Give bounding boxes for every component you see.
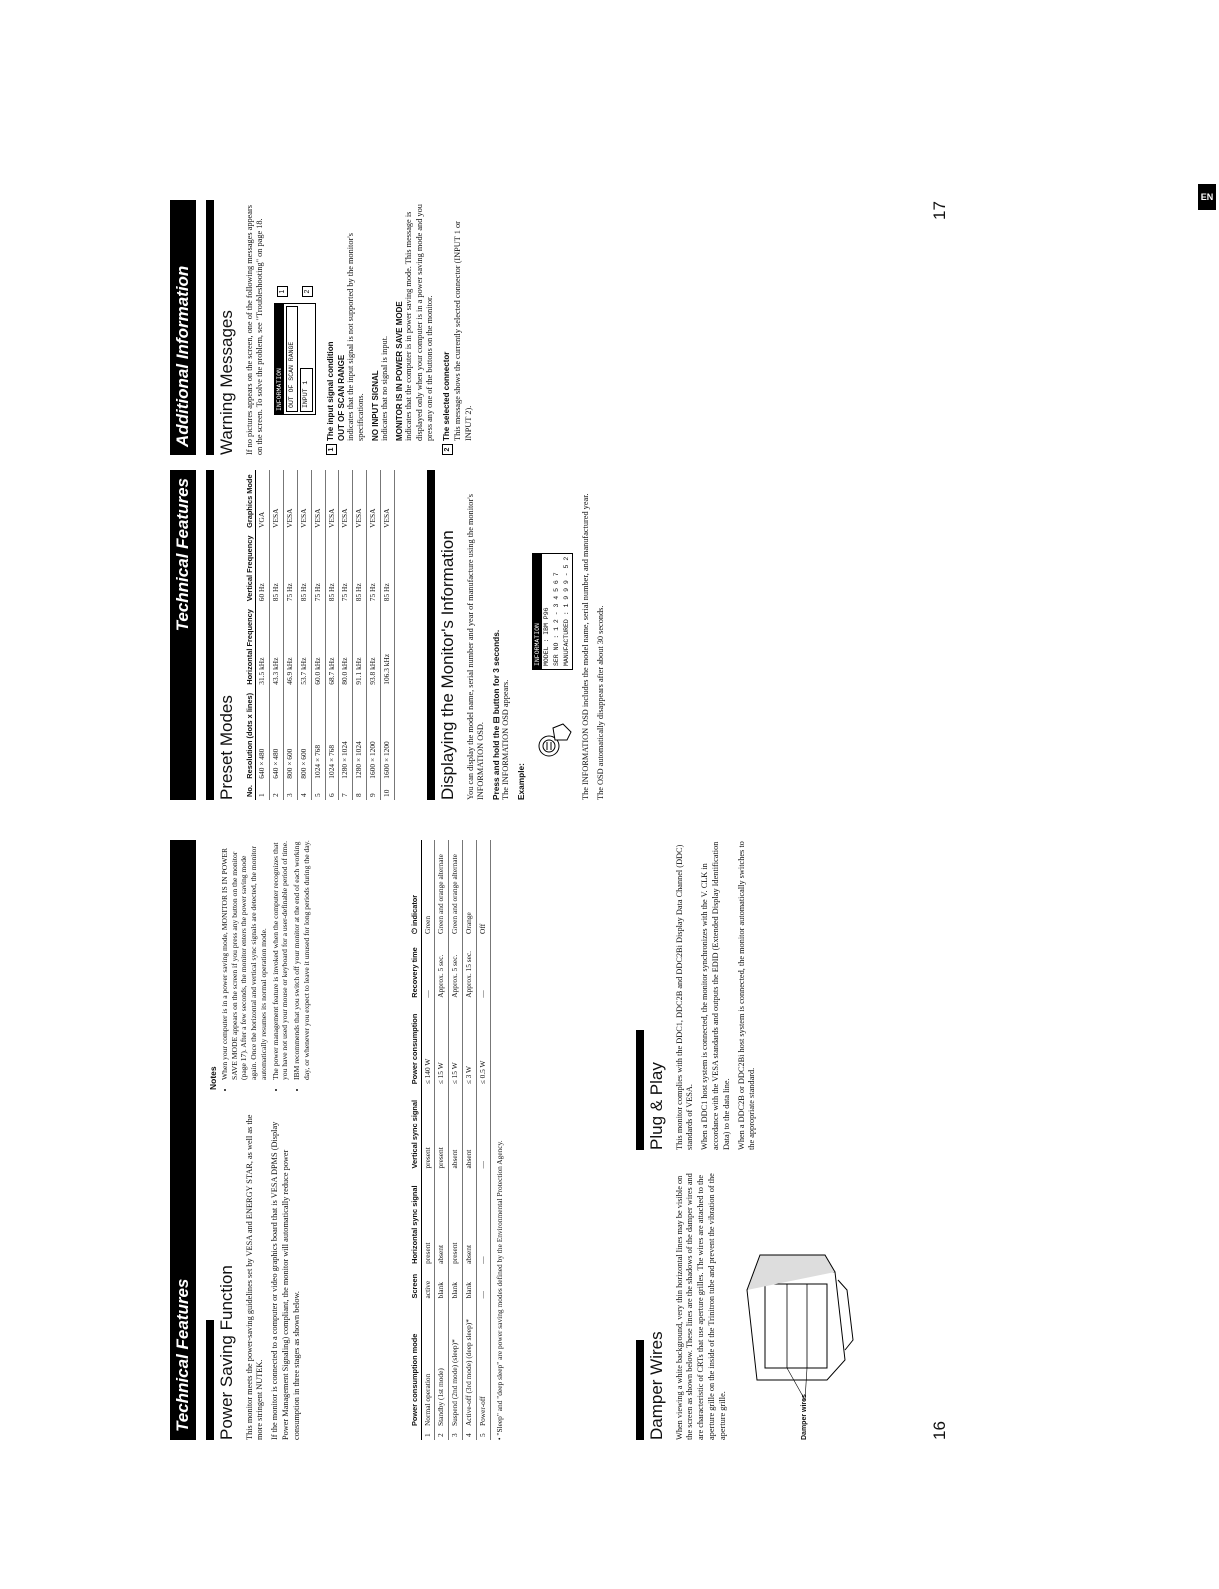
damper-title: Damper Wires: [647, 1331, 666, 1440]
table-cell: 8: [353, 782, 367, 800]
table-cell: 85 Hz: [353, 531, 367, 604]
table-cell: active: [421, 1267, 435, 1302]
callout-number: 1: [277, 286, 288, 297]
column-header: Power consumption mode: [410, 1301, 421, 1429]
table-cell: Green: [421, 840, 435, 937]
plug-play-para-1: This monitor complies with the DDC1, DDC2B and DDC2Bi Display Data Channel (DDC) standards of VESA.: [674, 844, 695, 1150]
table-row: [283, 470, 297, 800]
table-cell: VESA: [381, 470, 395, 531]
osd-message: OUT OF SCAN RANGE: [286, 306, 298, 412]
table-cell: Suspend (2nd mode) (sleep)*: [449, 1301, 463, 1429]
table-cell: 1280 × 1024: [353, 688, 367, 782]
item-number: 2: [442, 444, 453, 455]
example-figure: [532, 470, 573, 760]
preset-modes-title: Preset Modes: [217, 695, 236, 800]
column-header: [410, 1429, 421, 1440]
table-cell: 3: [283, 782, 297, 800]
column-header: Power consumption: [410, 1001, 421, 1088]
table-row: [477, 840, 491, 1440]
table-cell: 4: [463, 1429, 477, 1440]
column-header: Horizontal Frequency: [245, 604, 256, 687]
table-cell: 93.8 kHz: [367, 604, 381, 687]
table-cell: 1: [421, 1429, 435, 1440]
item1-title: The input signal condition: [325, 341, 335, 441]
table-cell: VESA: [311, 470, 325, 531]
note-item: • IBM recommends that you switch off your monitor at the end of each working day, or whenever you expect to leave it unused for long periods during the day.: [292, 840, 311, 1080]
section-rule: [427, 470, 435, 800]
notes-heading: Notes: [208, 1066, 218, 1090]
table-cell: —: [421, 937, 435, 1001]
item1-heading: [326, 200, 337, 455]
column-header: Recovery time: [410, 937, 421, 1001]
table-cell: 91.1 kHz: [353, 604, 367, 687]
table-cell: 1024 × 768: [325, 688, 339, 782]
page-17: [160, 200, 960, 800]
item2-heading: [442, 200, 453, 455]
column-header: No.: [245, 782, 256, 800]
plug-play-para-2: When a DDC1 host system is connected, the monitor synchronizes with the V. CLK in accordance with the VESA standards and outputs the EDID (Extended Display Identification Data) to the data line.: [700, 841, 731, 1150]
table-cell: 9: [367, 782, 381, 800]
table-cell: 1600 × 1200: [367, 688, 381, 782]
table-cell: 75 Hz: [283, 531, 297, 604]
entry-head: MONITOR IS IN POWER SAVE MODE: [394, 301, 404, 441]
table-cell: Green and orange alternate: [449, 840, 463, 937]
callout-number: 2: [302, 286, 313, 297]
table-cell: Standby (1st mode): [435, 1301, 449, 1429]
preset-modes-section: [206, 470, 611, 800]
item-number: 1: [326, 444, 337, 455]
table-cell: 75 Hz: [339, 531, 353, 604]
table-cell: 60.0 kHz: [311, 604, 325, 687]
table-cell: ≤ 15 W: [435, 1001, 449, 1088]
section-header: Technical Features: [170, 840, 196, 1440]
table-cell: 5: [477, 1429, 491, 1440]
table-cell: Active-off (3rd mode) (deep sleep)*: [463, 1301, 477, 1429]
table-cell: Approx. 5 sec.: [449, 937, 463, 1001]
table-row: [297, 470, 311, 800]
item1-entries: [337, 200, 437, 455]
page-16: [160, 840, 960, 1440]
column-header: Vertical sync signal: [410, 1087, 421, 1171]
crt-monitor-illustration: [735, 1240, 855, 1440]
table-cell: Power-off: [477, 1301, 491, 1429]
column-header: Vertical Frequency: [245, 531, 256, 604]
table-cell: blank: [435, 1267, 449, 1302]
table-cell: —: [477, 1267, 491, 1302]
damper-figure: [735, 1170, 855, 1440]
table-cell: present: [435, 1087, 449, 1171]
table-cell: ≤ 0.5 W: [477, 1001, 491, 1088]
table-cell: absent: [449, 1087, 463, 1171]
table-cell: ≤ 3 W: [463, 1001, 477, 1088]
table-row: [353, 470, 367, 800]
plug-play-section: [630, 840, 762, 1150]
table-cell: 43.3 kHz: [270, 604, 284, 687]
osd-line: MANUFACTURED : 1 9 9 9 - 5 2: [563, 556, 571, 666]
language-tab-en: EN: [1198, 184, 1216, 210]
table-cell: 800 × 600: [297, 688, 311, 782]
table-cell: —: [477, 1172, 491, 1267]
plug-play-title: Plug & Play: [647, 1062, 666, 1150]
table-cell: 85 Hz: [270, 531, 284, 604]
table-cell: blank: [463, 1267, 477, 1302]
table-cell: 85 Hz: [325, 531, 339, 604]
section-rule: [206, 200, 214, 455]
power-saving-para-1: This monitor meets the power-saving guidelines set by VESA and ENERGY STAR, as well as the more stringent NUTEK.: [244, 1114, 265, 1440]
table-cell: VESA: [353, 470, 367, 531]
table-row: [421, 840, 435, 1440]
display-info-intro: You can display the model name, serial number and year of manufacture using the monitor's INFORMATION OSD.: [465, 494, 486, 800]
example-label: Example:: [515, 763, 526, 800]
table-cell: blank: [449, 1267, 463, 1302]
table-cell: VESA: [270, 470, 284, 531]
display-info-title: Displaying the Monitor's Information: [437, 530, 457, 800]
table-header-row: [410, 840, 421, 1440]
rotated-spread: [160, 200, 960, 1440]
column-header: Horizontal sync signal: [410, 1172, 421, 1267]
table-row: [339, 470, 353, 800]
section-header: Additional Information: [170, 200, 196, 455]
table-cell: Approx. 5 sec.: [435, 937, 449, 1001]
table-cell: 800 × 600: [283, 688, 297, 782]
table-cell: 75 Hz: [367, 531, 381, 604]
table-cell: 31.5 kHz: [256, 604, 270, 687]
table-cell: present: [421, 1172, 435, 1267]
column-header: ⏻ indicator: [410, 840, 421, 937]
table-cell: 68.7 kHz: [325, 604, 339, 687]
damper-figure-label: Damper wires: [800, 1394, 808, 1440]
table-cell: 1024 × 768: [311, 688, 325, 782]
table-cell: —: [477, 1087, 491, 1171]
table-header-row: [245, 470, 256, 800]
table-row: [367, 470, 381, 800]
note-item: • When your computer is in a power saving mode, MONITOR IS IN POWER SAVE MODE appears on the screen if you press any button on the monitor (page 17). After a few seconds, the monitor enters the power saving mode again. Once the horizontal and vertical sync signals are detected, the monitor automatically resumes its normal operation mode.: [220, 840, 269, 1080]
table-cell: absent: [435, 1172, 449, 1267]
table-cell: 75 Hz: [311, 531, 325, 604]
display-info-after: The INFORMATION OSD includes the model name, serial number, and manufactured year.: [581, 493, 591, 800]
osd-title: INFORMATION: [275, 304, 284, 414]
section-header: Technical Features: [170, 470, 196, 800]
display-info-disappear: The OSD automatically disappears after about 30 seconds.: [596, 605, 606, 800]
table-cell: 85 Hz: [297, 531, 311, 604]
table-cell: present: [421, 1087, 435, 1171]
menu-button-press-icon: [533, 720, 573, 760]
table-cell: VESA: [339, 470, 353, 531]
notes-block: [206, 840, 313, 1090]
table-cell: 1: [256, 782, 270, 800]
table-cell: 60 Hz: [256, 531, 270, 604]
table-cell: Approx. 15 sec.: [463, 937, 477, 1001]
table-footnote: • "Sleep" and "deep sleep" are power saving modes defined by the Environmental Protection Agency.: [494, 1140, 504, 1440]
power-saving-title: Power Saving Function: [217, 1265, 236, 1440]
table-row: [325, 470, 339, 800]
table-cell: 7: [339, 782, 353, 800]
table-cell: VESA: [367, 470, 381, 531]
entry-head: NO INPUT SIGNAL: [371, 370, 381, 441]
column-header: Resolution (dots x lines): [245, 688, 256, 782]
preset-modes-table: [245, 470, 395, 800]
table-cell: 53.7 kHz: [297, 604, 311, 687]
warning-osd: [274, 303, 315, 415]
display-info-result: The INFORMATION OSD appears.: [501, 679, 511, 800]
table-cell: 6: [325, 782, 339, 800]
table-cell: 1280 × 1024: [339, 688, 353, 782]
table-cell: Orange: [463, 840, 477, 937]
warning-section: [206, 200, 479, 455]
osd-title: INFORMATION: [533, 554, 542, 669]
table-cell: absent: [463, 1172, 477, 1267]
column-header: Screen: [410, 1267, 421, 1302]
section-rule: [206, 470, 214, 800]
warning-title: Warning Messages: [217, 310, 236, 455]
table-row: [270, 470, 284, 800]
information-osd: [532, 553, 573, 670]
damper-text: When viewing a white background, very thin horizontal lines may be visible on the screen as shown below. These lines are the shadows of the damper wires and are characteristic of CRTs that use aperture grilles. The wires are attached to the aperture grille on the inside of the Trinitron tube and prevent the vibration of the aperture grille.: [674, 1173, 727, 1440]
warning-osd-figure: [274, 200, 315, 415]
power-saving-para-2: If the monitor is connected to a computer or video graphics board that is VESA DPMS (Display Power Management Signaling) compliant, the monitor will automatically reduce power consumption in three stages as shown below.: [270, 1121, 301, 1440]
item2-title: The selected connector: [442, 351, 452, 441]
column-header: Graphics Mode: [245, 470, 256, 531]
power-consumption-table: [410, 840, 491, 1440]
table-cell: Normal operation: [421, 1301, 435, 1429]
notes-list: [220, 840, 311, 1090]
osd-line: SER NO : 1 2 - 3 4 5 6 7: [553, 572, 561, 666]
table-row: [463, 840, 477, 1440]
table-row: [311, 470, 325, 800]
table-cell: Off: [477, 840, 491, 937]
item2-text: This message shows the currently selected connector (INPUT 1 or INPUT 2).: [453, 221, 473, 441]
damper-section: [630, 1170, 855, 1440]
table-cell: 106.3 kHz: [381, 604, 395, 687]
table-cell: 4: [297, 782, 311, 800]
power-table-block: [410, 840, 504, 1440]
section-rule: [206, 1320, 214, 1440]
power-saving-section: [206, 1110, 307, 1440]
table-cell: VESA: [283, 470, 297, 531]
page-number: 17: [930, 201, 949, 220]
table-row: [435, 840, 449, 1440]
table-cell: 3: [449, 1429, 463, 1440]
table-cell: 80.0 kHz: [339, 604, 353, 687]
entry-text: indicates that no signal is input.: [380, 335, 390, 441]
table-cell: 2: [270, 782, 284, 800]
table-cell: absent: [463, 1087, 477, 1171]
table-cell: 640 × 480: [270, 688, 284, 782]
table-cell: Green and orange alternate: [435, 840, 449, 937]
table-cell: VGA: [256, 470, 270, 531]
table-row: [256, 470, 270, 800]
osd-line: MODEL : IBM P96: [542, 607, 550, 666]
osd-input: INPUT 1: [300, 368, 312, 412]
entry-text: indicates that the input signal is not supported by the monitor's specifications.: [345, 233, 366, 441]
table-cell: 640 × 480: [256, 688, 270, 782]
warning-intro: If no pictures appears on the screen, one of the following messages appears on the screen. To solve the problem, see "Troubleshooting" on page 18.: [244, 205, 265, 455]
table-cell: 85 Hz: [381, 531, 395, 604]
table-row: [381, 470, 395, 800]
osd-callouts: [277, 283, 313, 297]
table-cell: VESA: [325, 470, 339, 531]
note-item: • The power management feature is invoked when the computer recognizes that you have not used your mouse or keyboard for a user-definable period of time.: [271, 840, 290, 1080]
entry-head: OUT OF SCAN RANGE: [336, 354, 346, 441]
table-cell: 2: [435, 1429, 449, 1440]
table-cell: 5: [311, 782, 325, 800]
table-cell: ≤ 140 W: [421, 1001, 435, 1088]
page-number: 16: [930, 1421, 949, 1440]
table-cell: 1600 × 1200: [381, 688, 395, 782]
entry-text: indicates that the computer is in power saving mode. This message is displayed only when your computer is in a power saving mode and you press any one of the buttons on the monitor.: [403, 204, 435, 441]
table-cell: ≤ 15 W: [449, 1001, 463, 1088]
table-cell: VESA: [297, 470, 311, 531]
table-cell: present: [449, 1172, 463, 1267]
plug-play-para-3: When a DDC2B or DDC2Bi host system is connected, the monitor automatically switches to the appropriate standard.: [736, 841, 757, 1150]
table-cell: 46.9 kHz: [283, 604, 297, 687]
table-cell: 10: [381, 782, 395, 800]
table-row: [449, 840, 463, 1440]
section-rule: [636, 1030, 644, 1150]
display-info-instruction: Press and hold the ⊟ button for 3 seconds.: [491, 629, 502, 800]
section-rule: [636, 1340, 644, 1440]
table-cell: —: [477, 937, 491, 1001]
